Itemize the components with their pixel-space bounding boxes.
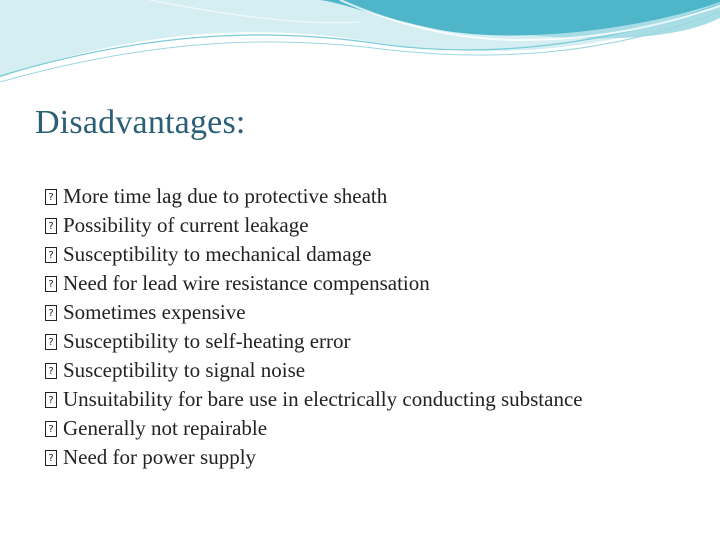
missing-glyph-icon [45,363,57,379]
missing-glyph-icon [45,392,57,408]
bullet-text: Possibility of current leakage [63,213,309,237]
bullet-text: Susceptibility to signal noise [63,358,306,382]
header-wave-decoration [0,0,720,90]
bullet-item [45,414,705,443]
missing-glyph-icon [45,247,57,263]
bullet-text: Sometimes expensive [63,300,246,324]
bullet-item [45,385,705,414]
bullet-text: Need for lead wire resistance compensation [63,271,430,295]
missing-glyph-icon [45,334,57,350]
bullet-text: Generally not repairable [63,416,268,440]
bullet-text: Susceptibility to self-heating error [63,329,351,353]
bullet-text: Need for power supply [63,445,257,469]
missing-glyph-icon [45,276,57,292]
bullet-item [45,298,705,327]
bullet-item [45,443,705,472]
missing-glyph-icon [45,218,57,234]
bullet-item [45,327,705,356]
bullet-text: More time lag due to protective sheath [63,184,388,208]
bullet-item [45,240,705,269]
bullet-item [45,356,705,385]
bullet-item [45,211,705,240]
bullet-item [45,269,705,298]
bullet-item [45,182,705,211]
bullet-list [45,182,705,472]
slide-title: Disadvantages: [35,104,246,141]
bullet-text: Unsuitability for bare use in electrically conducting substance [63,387,583,411]
missing-glyph-icon [45,189,57,205]
missing-glyph-icon [45,421,57,437]
missing-glyph-icon [45,305,57,321]
bullet-text: Susceptibility to mechanical damage [63,242,372,266]
missing-glyph-icon [45,450,57,466]
